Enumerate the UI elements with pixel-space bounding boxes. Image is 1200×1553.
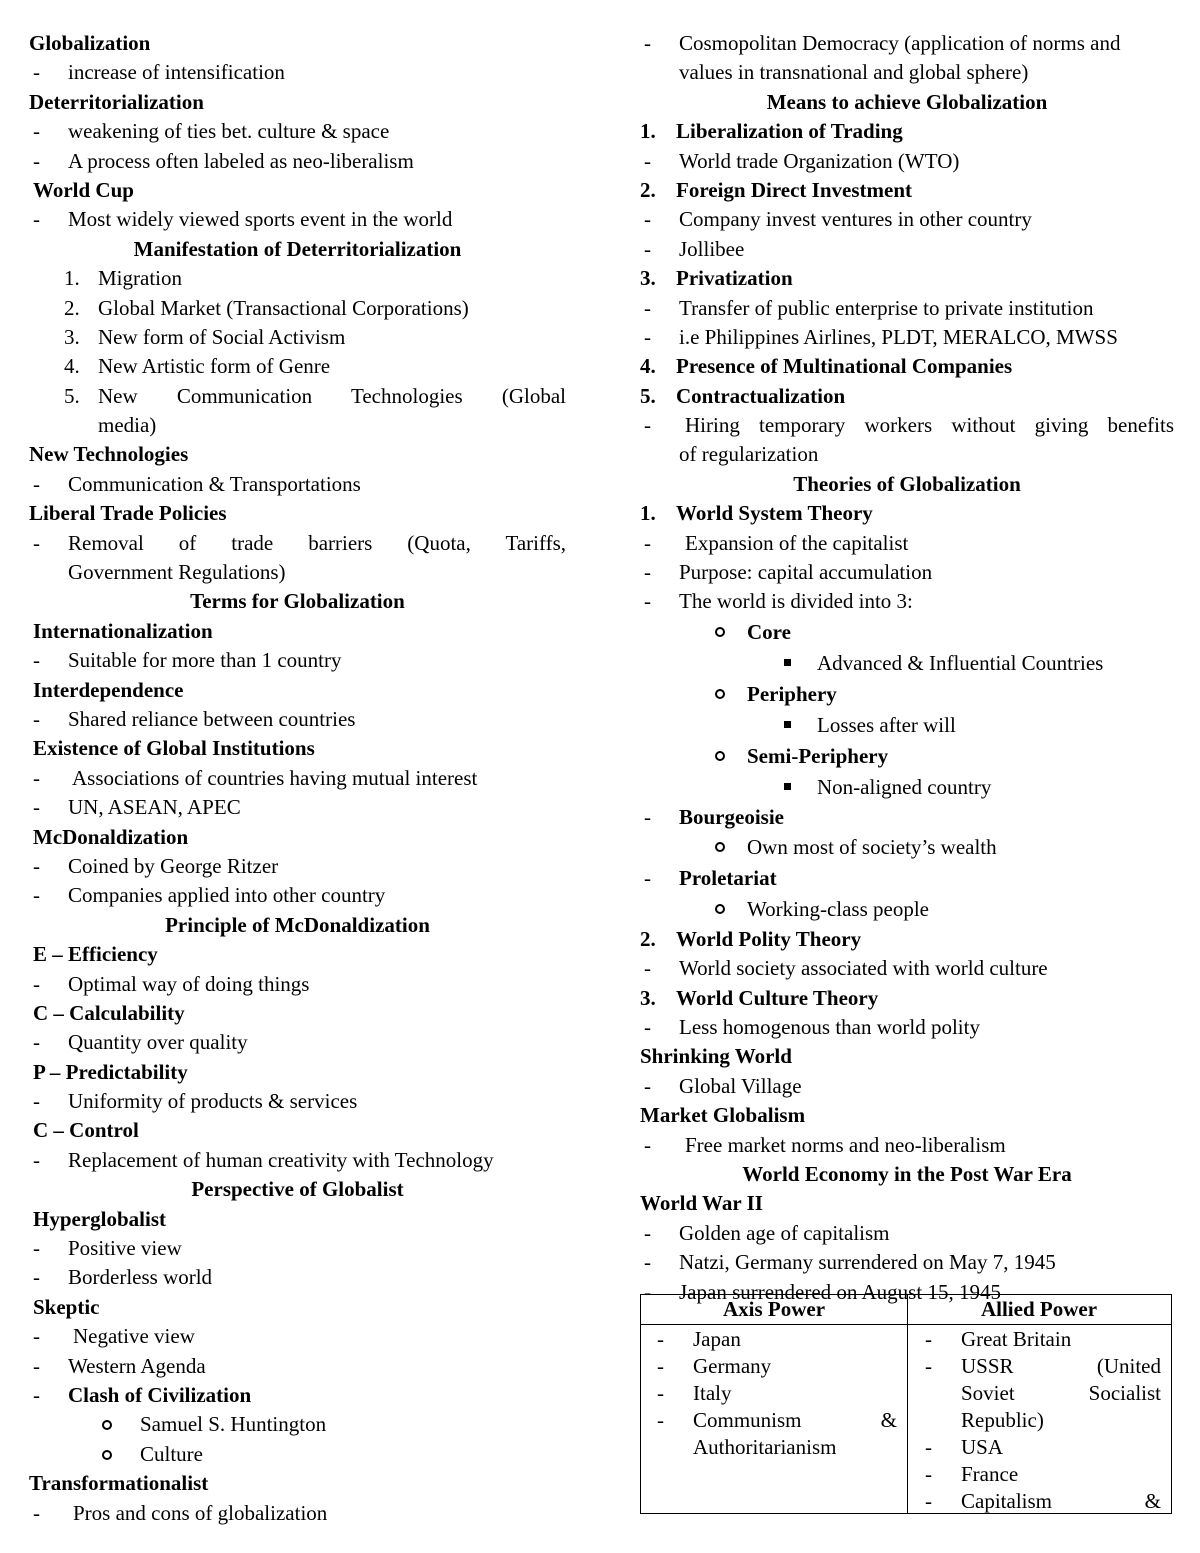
list-item: [29, 1499, 566, 1528]
item-text: World Polity Theory: [676, 926, 862, 951]
dash-marker: -: [644, 413, 651, 438]
dash-marker: -: [33, 471, 40, 496]
list-item: [640, 1013, 1174, 1042]
table-list-item: [641, 1326, 897, 1353]
heading-world-cup: World Cup: [33, 177, 134, 202]
dash-marker: -: [33, 119, 40, 144]
list-item: [29, 852, 566, 881]
list-item: [29, 646, 566, 675]
item-text: Most widely viewed sports event in the world: [68, 207, 453, 232]
dash-marker: -: [925, 1435, 932, 1459]
item-text: Contractualization: [676, 383, 846, 408]
item-continuation: of regularization: [679, 442, 819, 467]
list-item: [29, 147, 566, 176]
square-bullet-icon: [784, 659, 791, 666]
numbered-heading: [640, 176, 1174, 205]
dash-marker: -: [644, 1220, 651, 1245]
number-marker: 2.: [640, 177, 656, 202]
item-text: Germany: [693, 1354, 772, 1378]
list-item: [29, 1234, 566, 1263]
heading-globalization: Globalization: [29, 31, 151, 55]
dash-marker: -: [33, 1382, 40, 1407]
item-text: Borderless world: [68, 1265, 213, 1290]
circle-bullet-icon: [715, 689, 725, 699]
item-text: World Culture Theory: [676, 985, 879, 1010]
item-text: Clash of Civilization: [68, 1382, 252, 1407]
number-marker: 3.: [64, 324, 80, 349]
item-text: New form of Social Activism: [98, 324, 346, 349]
dash-marker: -: [33, 706, 40, 731]
section-title-manifestation: Manifestation of Deterritorialization: [133, 236, 462, 261]
dash-marker: -: [33, 1265, 40, 1290]
numbered-heading: [640, 352, 1174, 381]
number-marker: 2.: [640, 926, 656, 951]
item-text: weakening of ties bet. culture & space: [68, 119, 390, 144]
item-text: Privatization: [676, 266, 793, 291]
heading-mcdonaldization: McDonaldization: [33, 824, 189, 849]
list-item: [640, 205, 1174, 234]
dash-marker: -: [644, 956, 651, 981]
numbered-heading: [640, 925, 1174, 954]
list-item: [640, 235, 1174, 264]
list-item: [640, 863, 1174, 894]
list-item: [640, 529, 1174, 558]
dash-marker: -: [657, 1327, 664, 1351]
item-text: Suitable for more than 1 country: [68, 648, 342, 673]
dash-marker: -: [644, 865, 651, 890]
dash-marker: -: [644, 1014, 651, 1039]
item-text: Periphery: [747, 681, 837, 706]
heading-global-institutions: Existence of Global Institutions: [33, 736, 315, 761]
number-marker: 1.: [64, 266, 80, 291]
item-text: World System Theory: [676, 501, 873, 526]
item-text: Great Britain: [961, 1327, 1072, 1351]
item-text: Expansion of the capitalist: [685, 530, 909, 555]
heading-transformationalist: Transformationalist: [29, 1471, 209, 1496]
numbered-heading: [640, 984, 1174, 1013]
list-item: [640, 803, 1174, 832]
table-header-rule: [641, 1324, 1171, 1325]
dash-marker: -: [657, 1354, 664, 1378]
item-text: Italy: [693, 1381, 732, 1405]
dash-marker: -: [33, 1324, 40, 1349]
item-text: Non-aligned country: [817, 774, 992, 799]
item-text: i.e Philippines Airlines, PLDT, MERALCO, MWSS: [679, 324, 1118, 349]
table-list-item: [909, 1326, 1161, 1353]
dash-marker: -: [644, 1132, 651, 1157]
table-list-item: [909, 1434, 1161, 1461]
item-text: Pros and cons of globalization: [73, 1500, 328, 1525]
number-marker: 3.: [640, 266, 656, 291]
dash-marker: -: [644, 207, 651, 232]
powers-table: [640, 1294, 1172, 1514]
table-list-item: [909, 1353, 1161, 1380]
table-item-continuation: Republic): [961, 1408, 1044, 1432]
section-title-means: Means to achieve Globalization: [766, 89, 1048, 114]
item-text: New Artistic form of Genre: [98, 354, 331, 379]
sub-bullet-item: [640, 741, 1174, 772]
numbered-heading: [640, 499, 1174, 528]
list-item: [29, 881, 566, 910]
axis-cell: [641, 1326, 897, 1461]
dash-marker: -: [33, 530, 40, 555]
list-item: [29, 529, 566, 558]
item-text: Presence of Multinational Companies: [676, 354, 1013, 379]
dash-marker: -: [644, 324, 651, 349]
number-marker: 2.: [64, 295, 80, 320]
allied-cell: [909, 1326, 1161, 1515]
dash-marker: -: [644, 1279, 651, 1304]
sub-bullet-item: [29, 1410, 566, 1439]
list-item: [29, 1087, 566, 1116]
list-item: [29, 1352, 566, 1381]
list-item: [640, 147, 1174, 176]
dash-marker: -: [33, 207, 40, 232]
item-text: Purpose: capital accumulation: [679, 560, 933, 585]
item-continuation: media): [98, 413, 157, 438]
item-text: Bourgeoisie: [679, 804, 784, 829]
item-text: UN, ASEAN, APEC: [68, 795, 241, 820]
item-text: Core: [747, 619, 791, 644]
item-text: Global Market (Transactional Corporations): [98, 295, 469, 320]
item-text: Communication & Transportations: [68, 471, 361, 496]
item-text: Hiring temporary workers without giving benefits: [685, 413, 1174, 438]
dash-marker: -: [33, 1147, 40, 1172]
item-text: Liberalization of Trading: [676, 119, 903, 144]
item-text: Western Agenda: [68, 1353, 206, 1378]
table-list-item: [909, 1488, 1161, 1515]
list-item: [29, 117, 566, 146]
circle-bullet-icon: [715, 842, 725, 852]
item-text: Foreign Direct Investment: [676, 177, 913, 202]
square-bullet-icon: [784, 721, 791, 728]
table-item-continuation: Soviet Socialist: [961, 1381, 1161, 1405]
list-item: [29, 764, 566, 793]
dash-marker: -: [33, 795, 40, 820]
item-text: Japan: [693, 1327, 741, 1351]
item-continuation: values in transnational and global sphere): [679, 60, 1029, 85]
dash-marker: -: [33, 765, 40, 790]
item-text: Natzi, Germany surrendered on May 7, 1945: [679, 1250, 1056, 1275]
item-text: Negative view: [73, 1324, 195, 1349]
dash-marker: -: [33, 853, 40, 878]
item-text: Japan surrendered on August 15, 1945: [679, 1279, 1001, 1304]
heading-market-globalism: Market Globalism: [640, 1103, 806, 1128]
dash-marker: -: [925, 1489, 932, 1513]
list-item: [29, 205, 566, 234]
item-text: New Communication Technologies (Global: [98, 383, 566, 408]
number-marker: 5.: [640, 383, 656, 408]
item-text: Jollibee: [679, 236, 745, 261]
list-item: [640, 294, 1174, 323]
item-text: Global Village: [679, 1073, 802, 1098]
dash-marker: -: [657, 1408, 664, 1432]
item-text: USA: [961, 1435, 1004, 1459]
square-bullet-icon: [784, 783, 791, 790]
numbered-item: [29, 352, 566, 381]
list-item: [29, 1146, 566, 1175]
dash-marker: -: [644, 1250, 651, 1275]
heading-skeptic: Skeptic: [33, 1294, 100, 1319]
list-item: [29, 1263, 566, 1292]
dash-marker: -: [925, 1462, 932, 1486]
section-title-principle: Principle of McDonaldization: [165, 912, 430, 937]
dash-marker: -: [644, 560, 651, 585]
heading-internationalization: Internationalization: [33, 618, 213, 643]
heading-calculability: C – Calculability: [33, 1000, 185, 1025]
item-text: The world is divided into 3:: [679, 589, 913, 614]
item-text: Uniformity of products & services: [68, 1089, 358, 1114]
circle-bullet-icon: [715, 751, 725, 761]
dash-marker: -: [33, 1353, 40, 1378]
sub-bullet-item: [640, 679, 1174, 710]
right-column: [640, 29, 1174, 1307]
list-item: [640, 1248, 1174, 1277]
section-title-world-economy: World Economy in the Post War Era: [742, 1161, 1072, 1186]
dash-marker: -: [644, 589, 651, 614]
dash-marker: -: [33, 648, 40, 673]
item-continuation: Government Regulations): [68, 560, 286, 585]
section-title-terms: Terms for Globalization: [190, 589, 405, 614]
dash-marker: -: [657, 1381, 664, 1405]
item-text: Less homogenous than world polity: [679, 1014, 980, 1039]
number-marker: 1.: [640, 119, 656, 144]
number-marker: 4.: [640, 354, 656, 379]
heading-hyperglobalist: Hyperglobalist: [33, 1206, 167, 1231]
item-text: World society associated with world culture: [679, 956, 1048, 981]
heading-world-war-ii: World War II: [640, 1191, 763, 1216]
item-text: Communism &: [693, 1408, 897, 1432]
list-item: [640, 587, 1174, 616]
list-item: [29, 1322, 566, 1351]
dash-marker: -: [33, 971, 40, 996]
table-list-item: [641, 1380, 897, 1407]
circle-bullet-icon: [102, 1450, 112, 1460]
table-header-allied: Allied Power: [980, 1297, 1098, 1321]
numbered-heading: [640, 382, 1174, 411]
item-text: Transfer of public enterprise to private institution: [679, 295, 1094, 320]
item-text: Losses after will: [817, 712, 956, 737]
number-marker: 5.: [64, 383, 80, 408]
dash-marker: -: [644, 236, 651, 261]
list-item: [29, 1028, 566, 1057]
heading-control: C – Control: [33, 1118, 139, 1143]
item-text: Cosmopolitan Democracy (application of norms and: [679, 31, 1121, 55]
circle-bullet-icon: [102, 1420, 112, 1430]
list-item: [29, 793, 566, 822]
sub-sub-bullet-item: [640, 648, 1174, 679]
item-text: Coined by George Ritzer: [68, 853, 279, 878]
numbered-item: [29, 294, 566, 323]
sub-sub-bullet-item: [640, 710, 1174, 741]
item-text: Advanced & Influential Countries: [817, 650, 1104, 675]
dash-marker: -: [925, 1327, 932, 1351]
list-item: [640, 954, 1174, 983]
item-text: Associations of countries having mutual interest: [72, 765, 478, 790]
sub-bullet-item: [640, 832, 1174, 863]
dash-marker: -: [33, 1030, 40, 1055]
numbered-heading: [640, 264, 1174, 293]
item-text: Replacement of human creativity with Technology: [68, 1147, 494, 1172]
item-text: Working-class people: [747, 896, 930, 921]
table-list-item: [641, 1407, 897, 1434]
heading-liberal-trade: Liberal Trade Policies: [29, 501, 227, 526]
item-text: Removal of trade barriers (Quota, Tariffs,: [68, 530, 566, 555]
list-item: [29, 1381, 566, 1410]
section-title-perspective: Perspective of Globalist: [191, 1177, 404, 1202]
list-item: [640, 411, 1174, 440]
list-item: [640, 29, 1174, 58]
heading-deterritorialization: Deterritorialization: [29, 89, 204, 114]
item-text: Own most of society’s wealth: [747, 834, 997, 859]
list-item: [29, 970, 566, 999]
dash-marker: -: [644, 804, 651, 829]
table-header-axis: Axis Power: [722, 1297, 826, 1321]
sub-bullet-item: [640, 894, 1174, 925]
table-divider: [907, 1295, 908, 1513]
item-text: Companies applied into other country: [68, 883, 386, 908]
list-item: [640, 323, 1174, 352]
item-text: Samuel S. Huntington: [140, 1412, 327, 1437]
heading-shrinking-world: Shrinking World: [640, 1044, 792, 1069]
list-item: [640, 558, 1174, 587]
heading-predictability: P – Predictability: [33, 1059, 188, 1084]
numbered-heading: [640, 117, 1174, 146]
dash-marker: -: [644, 148, 651, 173]
heading-efficiency: E – Efficiency: [33, 942, 158, 967]
dash-marker: -: [33, 60, 40, 85]
sub-bullet-item: [29, 1440, 566, 1469]
dash-marker: -: [644, 31, 651, 55]
item-text: USSR (United: [961, 1354, 1161, 1378]
dash-marker: -: [644, 1073, 651, 1098]
heading-interdependence: Interdependence: [33, 677, 184, 702]
item-text: World trade Organization (WTO): [679, 148, 960, 173]
item-text: Proletariat: [679, 865, 777, 890]
item-text: Golden age of capitalism: [679, 1220, 890, 1245]
circle-bullet-icon: [715, 627, 725, 637]
list-item: [29, 470, 566, 499]
item-text: Quantity over quality: [68, 1030, 248, 1055]
numbered-item: [29, 264, 566, 293]
dash-marker: -: [644, 530, 651, 555]
number-marker: 4.: [64, 354, 80, 379]
item-text: increase of intensification: [68, 60, 285, 85]
circle-bullet-icon: [715, 904, 725, 914]
list-item: [29, 58, 566, 87]
numbered-item: [29, 382, 566, 411]
dash-marker: -: [33, 1500, 40, 1525]
list-item: [640, 1219, 1174, 1248]
dash-marker: -: [644, 295, 651, 320]
item-text: Free market norms and neo-liberalism: [685, 1132, 1006, 1157]
list-item: [640, 1131, 1174, 1160]
list-item: [29, 705, 566, 734]
table-item-continuation: Authoritarianism: [693, 1435, 837, 1459]
section-title-theories: Theories of Globalization: [793, 471, 1021, 496]
dash-marker: -: [33, 148, 40, 173]
item-text: France: [961, 1462, 1019, 1486]
item-text: A process often labeled as neo-liberalism: [68, 148, 414, 173]
table-list-item: [909, 1461, 1161, 1488]
item-text: Optimal way of doing things: [68, 971, 310, 996]
list-item: [640, 1072, 1174, 1101]
dash-marker: -: [33, 883, 40, 908]
item-text: Positive view: [68, 1236, 182, 1261]
item-text: Company invest ventures in other country: [679, 207, 1032, 232]
left-column: [29, 29, 566, 1528]
table-list-item: [641, 1353, 897, 1380]
number-marker: 1.: [640, 501, 656, 526]
numbered-item: [29, 323, 566, 352]
item-text: Shared reliance between countries: [68, 706, 356, 731]
sub-bullet-item: [640, 617, 1174, 648]
dash-marker: -: [925, 1354, 932, 1378]
item-text: Capitalism &: [961, 1489, 1161, 1513]
sub-sub-bullet-item: [640, 772, 1174, 803]
dash-marker: -: [33, 1236, 40, 1261]
dash-marker: -: [33, 1089, 40, 1114]
heading-new-technologies: New Technologies: [29, 442, 189, 467]
item-text: Culture: [140, 1441, 203, 1466]
item-text: Semi-Periphery: [747, 743, 889, 768]
number-marker: 3.: [640, 985, 656, 1010]
item-text: Migration: [98, 266, 182, 291]
